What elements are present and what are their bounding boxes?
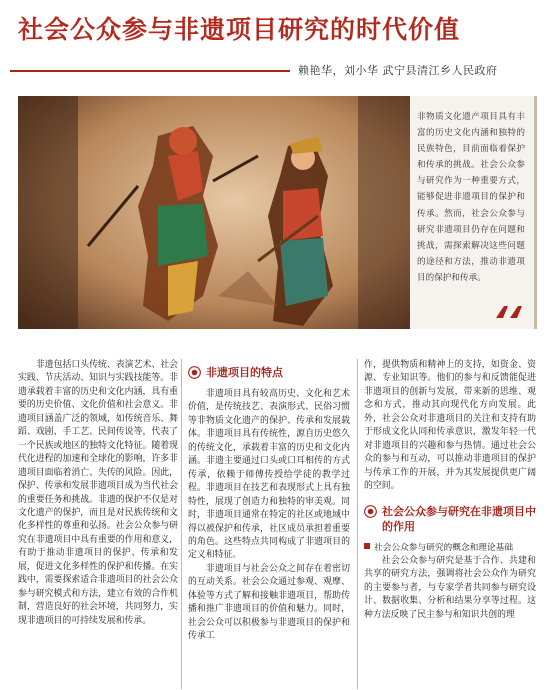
article-title: 社会公众参与非遗项目研究的时代价值 <box>18 15 461 44</box>
shadow-puppet-photo <box>18 96 411 329</box>
subheading <box>364 542 536 555</box>
byline-rule <box>10 70 290 72</box>
column-2 <box>188 359 350 644</box>
column-3 <box>364 359 536 622</box>
square-bullet-icon <box>364 543 370 549</box>
body-paragraph: 作，提供物质和精神上的支持，如资金、资源、专业知识等。他们的参与和反馈能促进非遗项目的创新与发展，带来新的思维、观念和方式，推动其向现代化方向发展。此外，社会公众对非遗项目的关注和支持有助于形成文化认同和传承意识，激发年轻一代对非遗项目的兴趣和参与热情。通过社会公众的参与和互动，可以推动非遗项目的保护与传承工作的开展，并为其发展提供更广阔的空间。 <box>364 360 536 492</box>
flower-icon <box>364 505 377 518</box>
intro-paragraph: 非遗包括口头传统、表演艺术、社会实践、节庆活动、知识与实践技能等。非遗承载着丰富的历史和文化内涵，具有重要的历史价值、文化价值和社会意义。非遗项目涵盖广泛的领域，如传统音乐、舞蹈、戏剧、手工艺、民间传说等，代表了一个民族或地区的独特文化特征。随着现代化进程的加速和全球化的影响，许多非遗项目面临着消亡、失传的风险。因此，保护、传承和发展非遗项目成为当代社会的重要任务和挑战。非遗的保护不仅是对文化遗产的保护，而且是对民族传统和文化多样性的尊重和弘扬。社会公众参与研究在非遗项目中具有重要的作用和意义，有助于推动非遗项目的保护、传承和发展，促进文化多样性的保护和传播。在实践中，需要探索适合非遗项目的社会公众参与研究模式和方法，建立有效的合作机制，营造良好的社会环境，共同努力，实现非遗项目的可持续发展和传承。 <box>18 360 178 626</box>
body-paragraph: 非遗项目与社会公众之间存在着密切的互动关系。社会公众通过参观、观摩、体验等方式了解和接触非遗项目，帮助传播和推广非遗项目的价值和魅力。同时，社会公众可以积极参与非遗项目的保护和传承工 <box>188 563 350 642</box>
summary-text: 非物质文化遗产项目具有丰富的历史文化内涵和独特的民族特色，目前面临着保护和传承的挑战。社会公众参与研究作为一种重要方式，能够促进非遗项目的保护和传承。然而，社会公众参与研究非遗项目仍存在问题和挑战，需探索解决这些问题的途径和方法，推动非遗项目的保护和传承。 <box>417 112 525 283</box>
section-heading <box>188 365 350 380</box>
section-heading <box>364 504 536 534</box>
column-divider <box>357 359 358 689</box>
column-divider <box>181 359 182 689</box>
column-1 <box>18 359 178 628</box>
body-paragraph: 社会公众参与研究是基于合作、共建和共享的研究方法，强调将社会公众作为研究的主要参与者，与专家学者共同参与研究设计、数据收集、分析和结果分享等过程。这种方法反映了民主参与和知识共创的理 <box>364 555 536 620</box>
subheading-text: 社会公众参与研究的概念和理论基础 <box>374 542 513 553</box>
body-paragraph: 非遗项目具有较高历史、文化和艺术价值，是传统技艺、表演形式、民俗习惯等非物质文化遗产的保护、传承和发展载体。非遗项目具有传统性，源自历史悠久的传统文化，承载着丰富的历史和文化内涵。非遗主要通过口头或口耳相传的方式传承，依赖于师傅传授给学徒的教学过程。非遗项目在技艺和表现形式上具有独特性，展现了创造力和独特的审美观。同时，非遗项目通常在特定的社区或地域中得以被保护和传承，社区成员承担着重要的角色。这些特点共同构成了非遗项目的定义和特征。 <box>188 389 350 561</box>
quote-icon <box>494 300 526 320</box>
section-heading-text: 非遗项目的特点 <box>206 366 283 379</box>
byline: 赖艳华，刘小华 武宁县清江乡人民政府 <box>298 64 498 77</box>
flower-icon <box>188 366 201 379</box>
section-heading-text: 社会公众参与研究在非遗项目中的作用 <box>382 504 536 533</box>
